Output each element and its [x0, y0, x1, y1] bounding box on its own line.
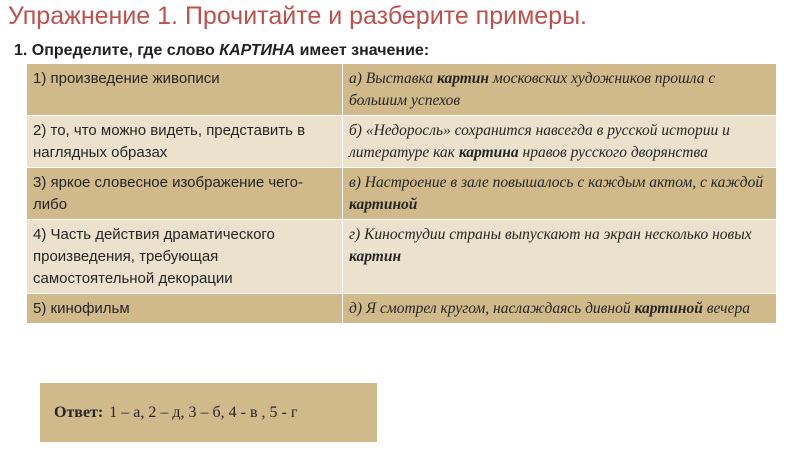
example-cell [343, 168, 777, 220]
meaning-cell: 3) яркое словесное изображение чего-либо [27, 168, 343, 220]
example-text: московских художников прошла с большим успехов [349, 70, 716, 109]
exercise-instruction [14, 42, 429, 60]
highlighted-word: картиной [634, 300, 703, 317]
answer-label: Ответ: [54, 403, 104, 421]
meanings-table [26, 63, 777, 324]
instruction-word: КАРТИНА [219, 42, 296, 59]
table-row [27, 220, 777, 294]
example-text: б) «Недоросль» сохранится навсегда в русской истории и литературе как [349, 122, 730, 161]
example-text: г) Киностудии страны выпускают на экран несколько новых [349, 226, 752, 243]
example-cell [343, 220, 777, 294]
highlighted-word: картиной [349, 196, 418, 213]
instruction-suffix: имеет значение: [295, 42, 430, 59]
example-cell [343, 294, 777, 324]
example-cell [343, 64, 777, 116]
answer-text: 1 – а, 2 – д, 3 – б, 4 - в , 5 - г [109, 403, 298, 421]
highlighted-word: картина [458, 144, 519, 161]
table-row [27, 294, 777, 324]
example-text: а) Выставка [349, 70, 437, 87]
highlighted-word: картин [349, 248, 402, 265]
meaning-cell: 4) Часть действия драматического произведения, требующая самостоятельной декорации [27, 220, 343, 294]
example-text: нравов русского дворянства [518, 144, 708, 161]
highlighted-word: картин [436, 70, 490, 87]
table-row [27, 116, 777, 168]
example-cell [343, 116, 777, 168]
answer-box [40, 383, 377, 442]
instruction-prefix: 1. Определите, где слово [14, 42, 220, 59]
example-text: в) Настроение в зале повышалось с каждым актом, с каждой [349, 174, 764, 191]
table-row [27, 168, 777, 220]
meanings-table-body [27, 64, 777, 324]
example-text: вечера [702, 300, 750, 317]
table-row [27, 64, 777, 116]
meaning-cell: 1) произведение живописи [27, 64, 343, 116]
meaning-cell: 5) кинофильм [27, 294, 343, 324]
page-title: Упражнение 1. Прочитайте и разберите примеры. [8, 2, 587, 30]
meaning-cell: 2) то, что можно видеть, представить в наглядных образах [27, 116, 343, 168]
example-text: д) Я смотрел кругом, наслаждаясь дивной [349, 300, 635, 317]
